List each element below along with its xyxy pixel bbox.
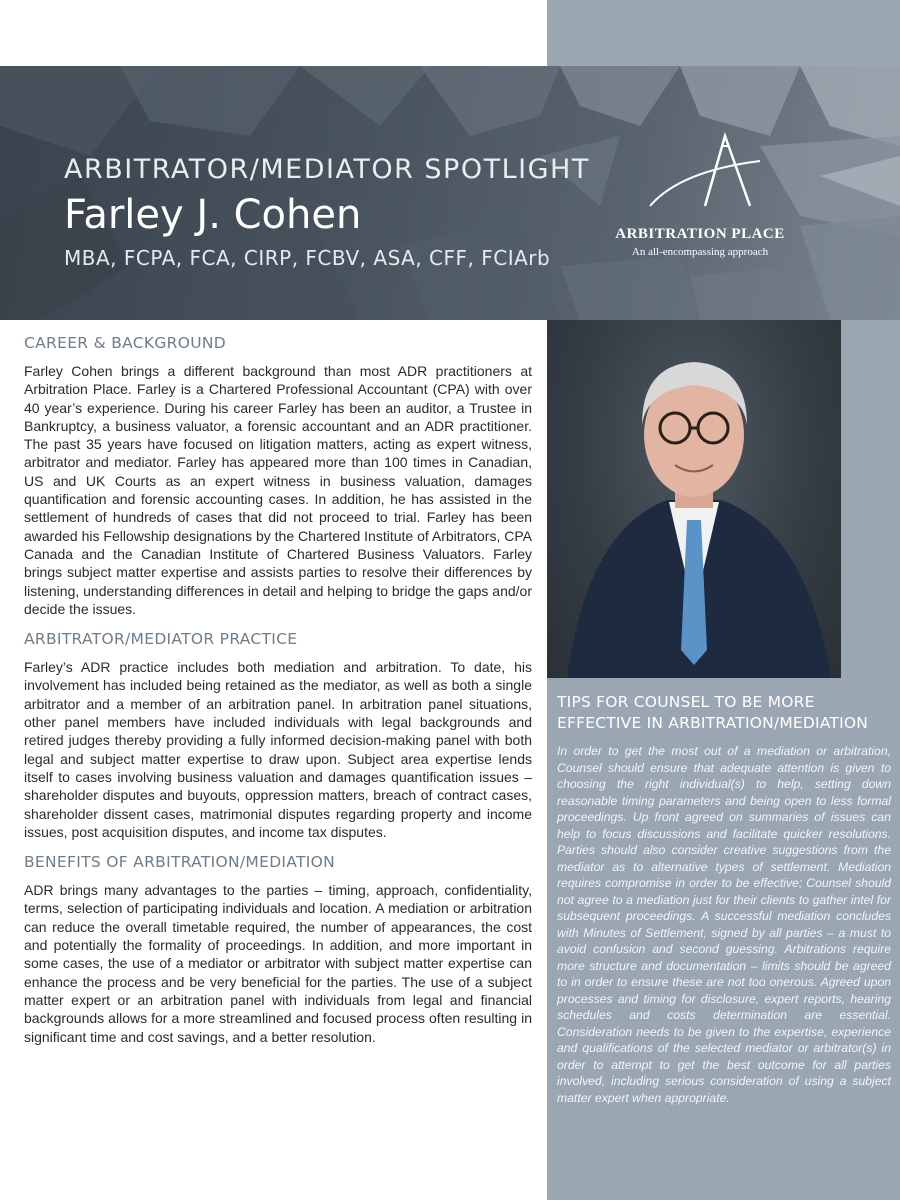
tips-box bbox=[557, 692, 891, 1106]
arbitrator-name: Farley J. Cohen bbox=[64, 192, 362, 238]
credentials: MBA, FCPA, FCA, CIRP, FCBV, ASA, CFF, FCIArb bbox=[64, 246, 551, 270]
section-heading-benefits: BENEFITS OF ARBITRATION/MEDIATION bbox=[24, 853, 336, 872]
tips-body: In order to get the most out of a mediation or arbitration, Counsel should ensure that adequate attention is given to choosing the right individual(s) to help, setting down reasonable timing parameters and being open to less formal proceedings. Up front agreed on summaries of issues can help to focus discussions and facilitate quicker resolutions. Parties should also consider creative suggestions from the mediator as to alternative types of settlement. Mediation requires compromise in order to be effective; Counsel should not agree to a mediation just for their clients to gather intel for subsequent proceedings. A successful mediation concludes with Minutes of Settlement, signed by all parties – a must to avoid confusion and second guessing. Arbitrations require more structure and documentation – limits should be agreed to in order to ensure these are not too onerous. Agreed upon processes and timing for disclosure, expert reports, hearing schedules and costs determination are essential. Consideration needs to be given to the expertise, experience and qualifications of the selected mediator or arbitrator(s) in order to attempt to get the best outcome for all parties involved, including serious consideration of using a subject matter expert when appropriate. bbox=[557, 744, 891, 1105]
section-body-practice: Farley’s ADR practice includes both mediation and arbitration. To date, his involvement has included being retained as the mediator, as well as both a single arbitrator and a member of an arbitration panel. In arbitration panel situations, other panel members have included individuals with legal backgrounds and retired judges thereby providing a fully informed decision-making panel with both legal and subject matter expertise to draw upon. Subject area expertise lends itself to cases involving business valuation and damages quantification issues – shareholder disputes and buyouts, oppression matters, breach of contract cases, shareholder dissent cases, matrimonial disputes regarding property and income issues, post acquisition disputes, and income tax disputes. bbox=[24, 659, 532, 840]
arbitration-place-logo bbox=[600, 126, 800, 276]
tips-heading: TIPS FOR COUNSEL TO BE MORE EFFECTIVE IN ARBITRATION/MEDIATION bbox=[557, 693, 869, 732]
logo-tagline: An all-encompassing approach bbox=[631, 246, 769, 258]
portrait-photo bbox=[547, 320, 841, 678]
logo-a-icon bbox=[610, 126, 790, 226]
logo-name: ARBITRATION PLACE bbox=[615, 226, 785, 242]
header-banner bbox=[0, 66, 900, 320]
section-body-benefits: ADR brings many advantages to the parties – timing, approach, confidentiality, terms, selection of participating individuals and location. A mediation or arbitration can reduce the overall timetable required, the number of appearances, the cost and potentially the formality of proceedings. In addition, and more important in some cases, the use of a mediator or arbitrator with subject matter expertise can enhance the process and be very beneficial for the parties. The use of a subject matter expert or an arbitration panel with individuals from legal and financial backgrounds allows for a more streamlined and focused process often resulting in significant time and cost savings, and a better resolution. bbox=[24, 882, 532, 1045]
section-body-career: Farley Cohen brings a different background than most ADR practitioners at Arbitration Place. Farley is a Chartered Professional Accountant (CPA) with over 40 year’s experience. During his career Farley has been an auditor, a Trustee in Bankruptcy, a business valuator, a forensic accountant and an ADR practitioner. The past 35 years have focused on litigation matters, acting as expert witness, arbitrator and mediator. Farley has appeared more than 100 times in Canadian, US and UK Courts as an expert witness in business valuation, damages quantification and forensic accounting cases. In addition, he has assisted in the settlement of hundreds of cases that did not proceed to trial. Farley has been awarded his Fellowship designations by the Chartered Institute of Arbitrators, CPA Canada and the Canadian Institute of Chartered Business Valuators. Farley brings subject matter expertise and assists parties to resolve their differences by listening, understanding differences in detail and helping to bridge the gaps and/or decide the issues. bbox=[24, 363, 532, 617]
spotlight-kicker: ARBITRATOR/MEDIATOR SPOTLIGHT bbox=[64, 154, 590, 185]
portrait-illustration bbox=[547, 320, 841, 678]
section-heading-practice: ARBITRATOR/MEDIATOR PRACTICE bbox=[24, 630, 298, 649]
main-content bbox=[24, 334, 532, 1058]
section-heading-career: CAREER & BACKGROUND bbox=[24, 334, 227, 352]
